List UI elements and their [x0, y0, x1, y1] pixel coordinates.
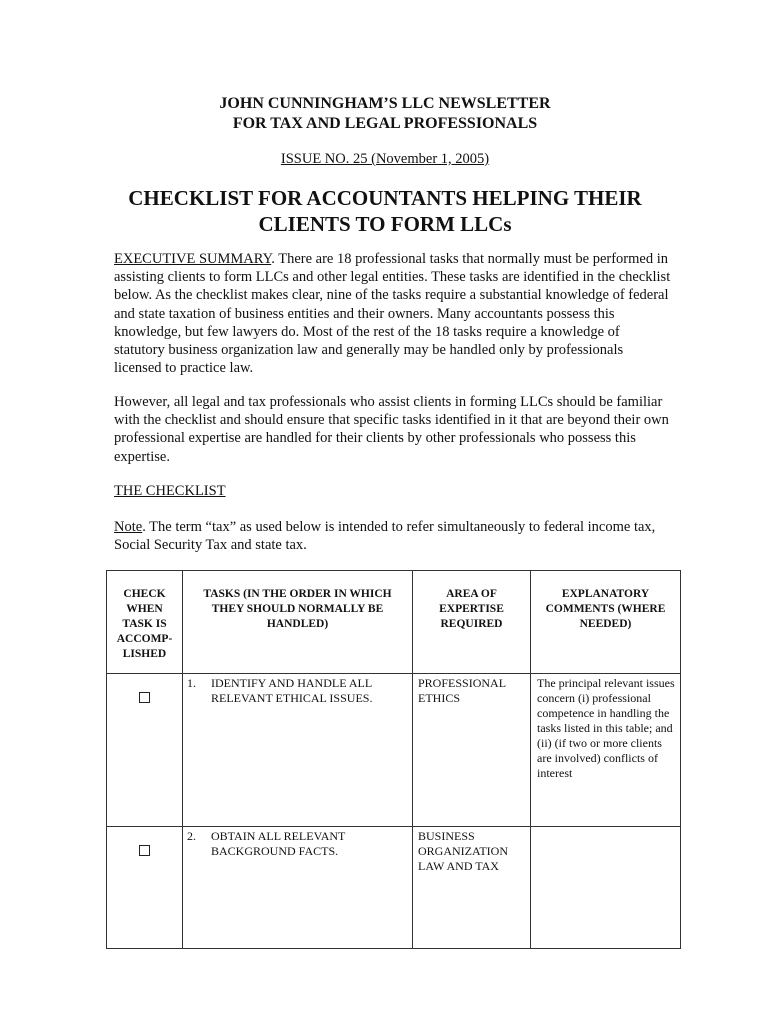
executive-summary-text: . There are 18 professional tasks that normally must be performed in assisting clients to form LLCs and other legal entities. These tasks are identified in the checklist below. As the checklist makes clear, nine of the tasks require a substantial knowledge of federal and state taxation of business entities and their owners. Many accountants possess this knowledge, but few lawyers do. Most of the rest of the 18 tasks require a knowledge of statutory business organization law and generally may be handled only by professionals licensed to practice law. — [114, 251, 671, 377]
checklist-heading: THE CHECKLIST — [114, 483, 226, 499]
check-cell — [107, 674, 183, 827]
masthead-line-2: FOR TAX AND LEGAL PROFESSIONALS — [232, 115, 538, 132]
task-checkbox[interactable] — [139, 845, 150, 856]
area-cell: BUSINESS ORGANIZATION LAW AND TAX — [413, 827, 531, 949]
header-area: AREA OF EXPERTISE REQUIRED — [413, 571, 531, 674]
task-text: OBTAIN ALL RELEVANT BACKGROUND FACTS. — [211, 829, 346, 858]
header-tasks: TASKS (IN THE ORDER IN WHICH THEY SHOULD NORMALLY BE HANDLED) — [183, 571, 413, 674]
note-label: Note — [114, 519, 143, 535]
table-row — [107, 674, 681, 827]
title-line-2: CLIENTS TO FORM LLCs — [258, 212, 512, 236]
comment-cell: The principal relevant issues concern (i) professional competence in handling the tasks listed in this table; and (ii) (if two or more clients are involved) conflicts of interest — [531, 674, 681, 827]
note-paragraph — [114, 518, 674, 554]
task-cell — [183, 827, 413, 949]
masthead — [0, 94, 770, 134]
masthead-line-1: JOHN CUNNINGHAM’S LLC NEWSLETTER — [219, 95, 551, 112]
table-row — [107, 827, 681, 949]
task-checkbox[interactable] — [139, 692, 150, 703]
executive-summary-heading: EXECUTIVE SUMMARY — [114, 251, 272, 267]
table-header-row — [107, 571, 681, 674]
check-cell — [107, 827, 183, 949]
task-number: 1. — [187, 676, 196, 690]
issue-line: ISSUE NO. 25 (November 1, 2005) — [280, 151, 490, 167]
title-line-1: CHECKLIST FOR ACCOUNTANTS HELPING THEIR — [128, 186, 642, 210]
executive-summary-paragraph — [114, 250, 674, 377]
area-cell: PROFESSIONAL ETHICS — [413, 674, 531, 827]
checklist-table — [106, 570, 681, 949]
task-cell — [183, 674, 413, 827]
task-text: IDENTIFY AND HANDLE ALL RELEVANT ETHICAL ISSUES. — [211, 676, 373, 705]
note-text: . The term “tax” as used below is intended to refer simultaneously to federal income tax, Social Security Tax and state tax. — [114, 519, 656, 554]
header-comments: EXPLANATORY COMMENTS (WHERE NEEDED) — [531, 571, 681, 674]
however-paragraph: However, all legal and tax professionals who assist clients in forming LLCs should be familiar with the checklist and should ensure that specific tasks identified in it that are beyond their own professional expertise are handled for their clients by other professionals who possess this expertise. — [114, 394, 669, 465]
task-number: 2. — [187, 829, 196, 843]
comment-cell — [531, 827, 681, 949]
page-title — [0, 185, 770, 237]
header-check: CHECK WHEN TASK IS ACCOMP-LISHED — [107, 571, 183, 674]
